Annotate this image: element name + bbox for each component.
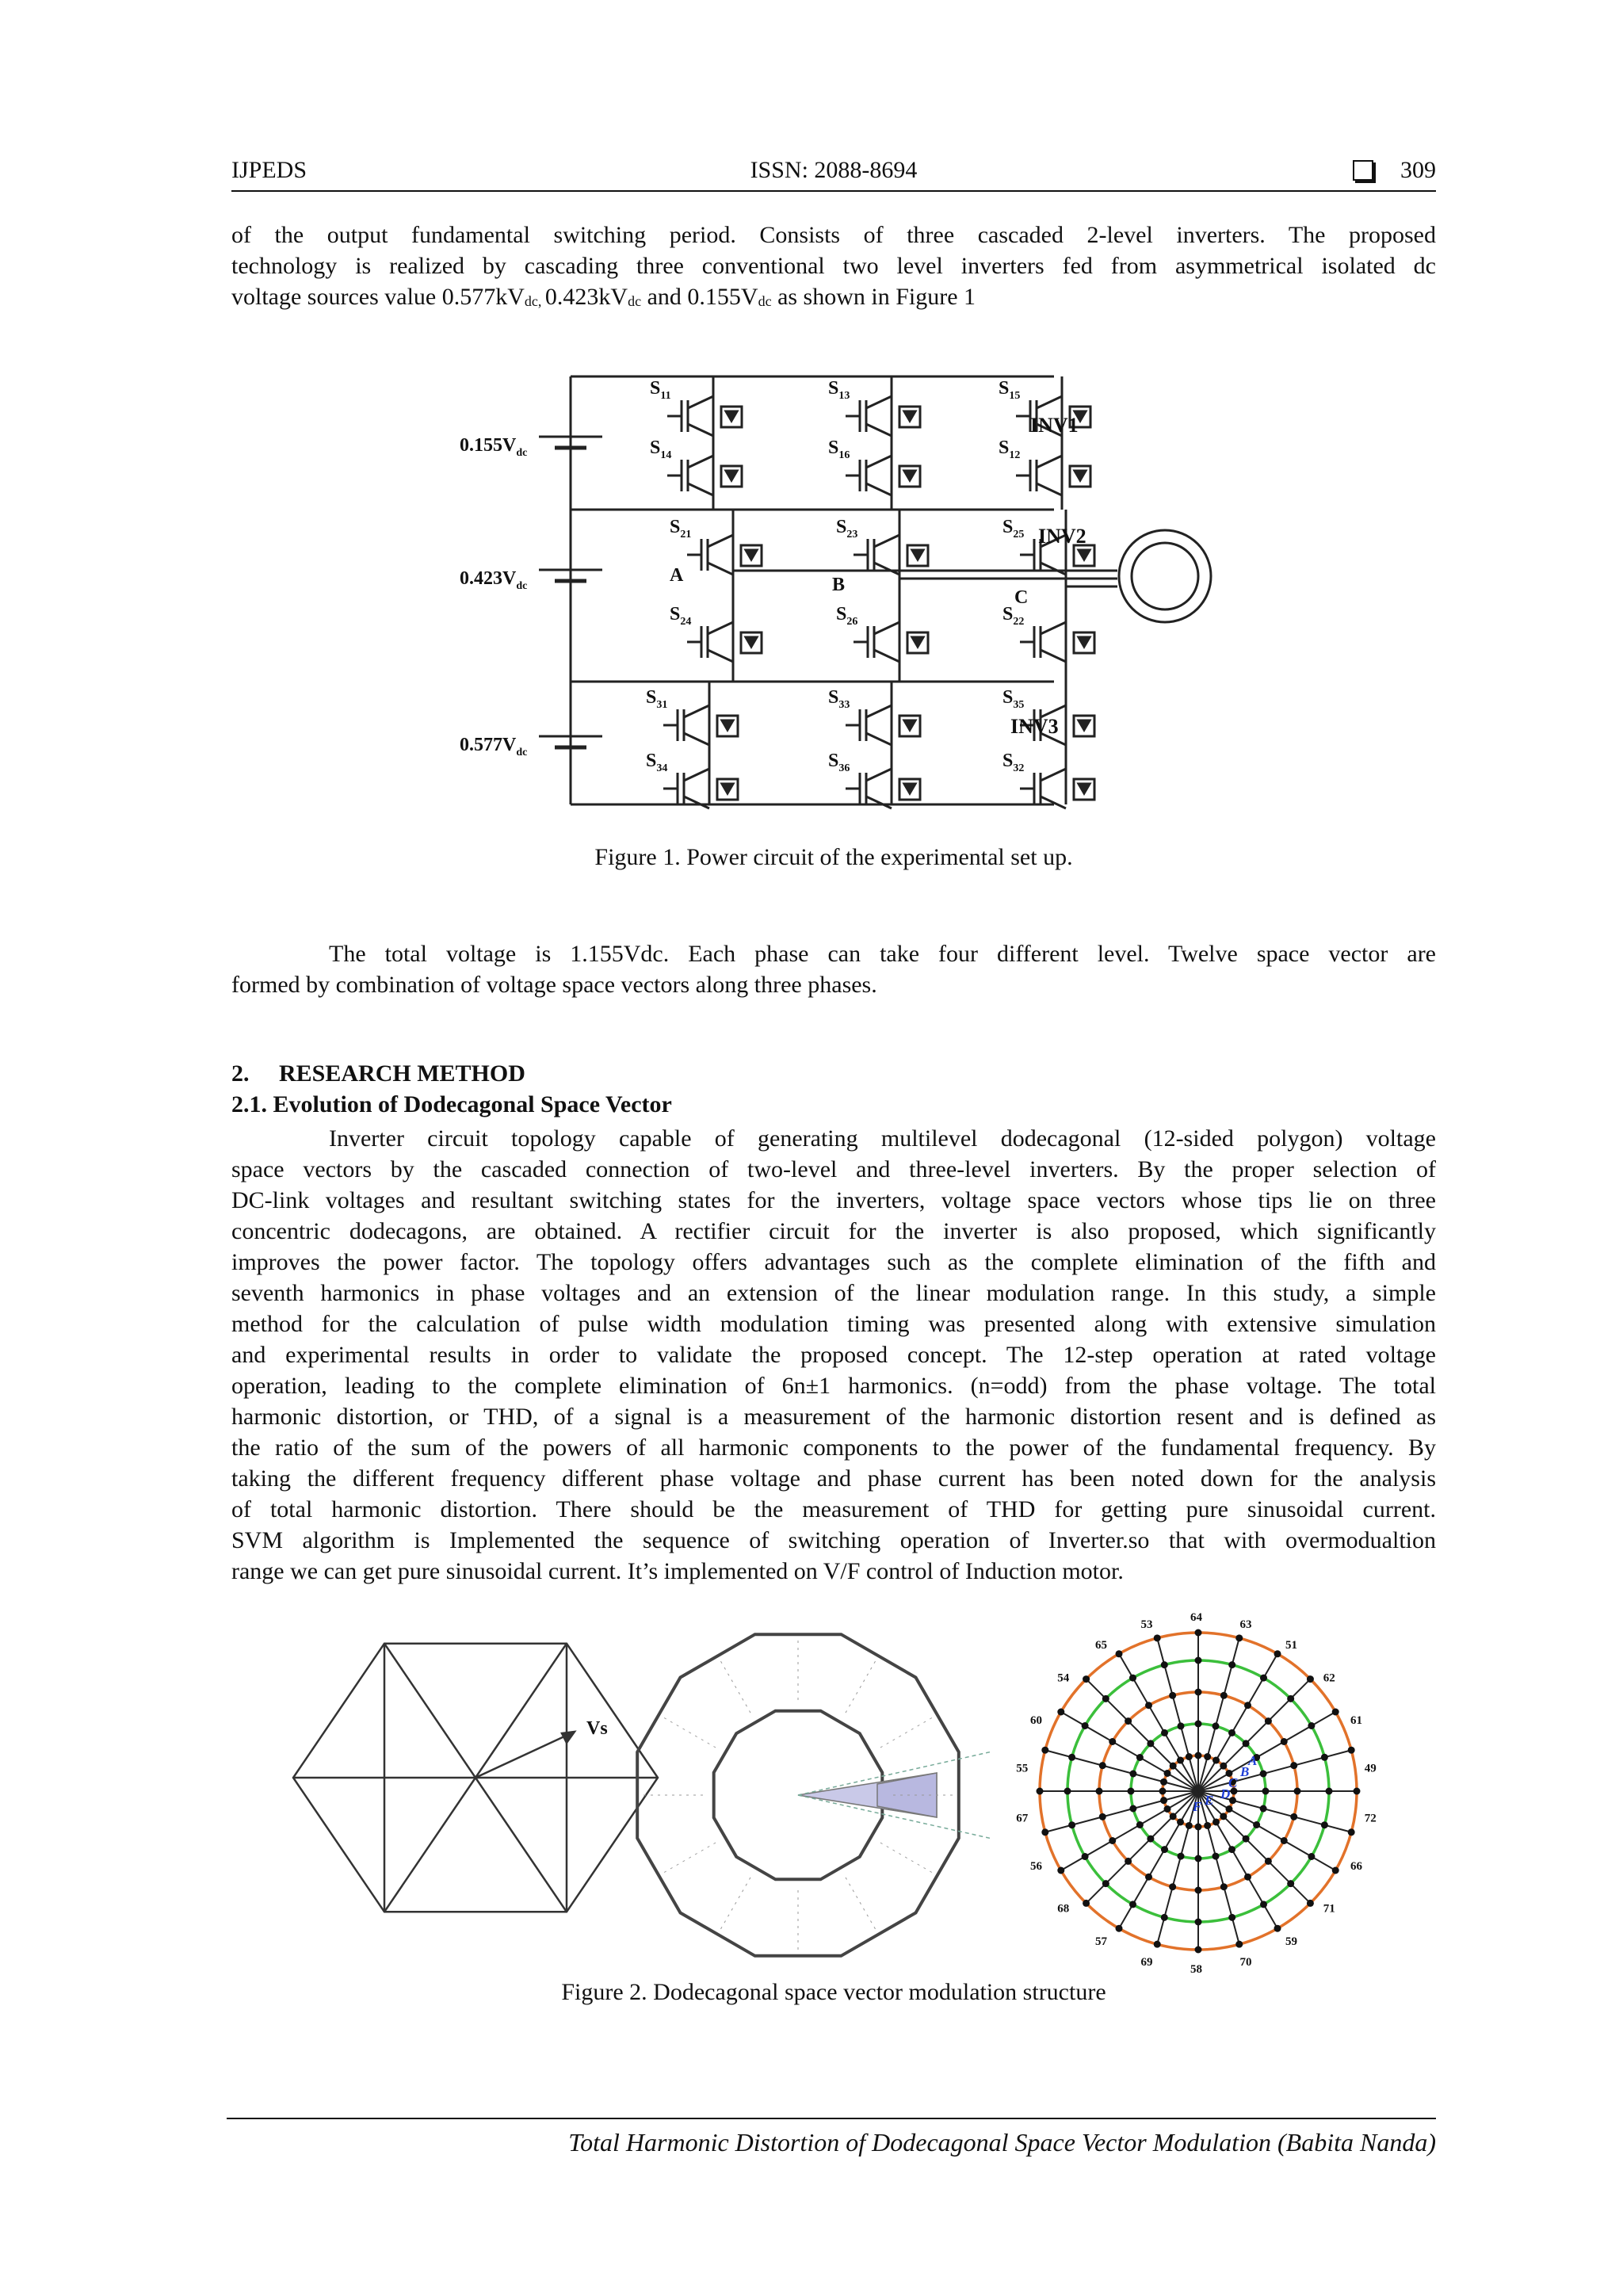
vertex-dot xyxy=(1161,1729,1168,1736)
vertex-label: 60 xyxy=(1030,1713,1043,1727)
vertex-label: 63 xyxy=(1239,1618,1252,1631)
vertex-dot xyxy=(1294,1788,1301,1795)
page-footer: Total Harmonic Distortion of Dodecagonal Space Vector Modulation (Babita Nanda) xyxy=(568,2128,1436,2157)
collector xyxy=(1037,456,1062,468)
radial-guide xyxy=(719,1878,750,1932)
vertex-dot xyxy=(1321,1754,1328,1761)
vertex-label: 65 xyxy=(1094,1639,1107,1652)
vertex-dot xyxy=(1169,1883,1176,1890)
sector-letter: B xyxy=(1240,1764,1250,1779)
igbt-switch xyxy=(667,396,742,436)
vertex-dot xyxy=(1225,1805,1232,1813)
vertex-dot xyxy=(1195,1657,1202,1664)
diode-icon xyxy=(746,550,757,560)
emitter xyxy=(1041,563,1066,575)
collector xyxy=(684,769,709,781)
vertex-dot xyxy=(1265,1858,1272,1865)
diode-icon xyxy=(912,550,923,560)
vertex-dot xyxy=(1348,1828,1355,1836)
vertex-dot xyxy=(1220,1813,1227,1820)
vertex-dot xyxy=(1290,1762,1297,1769)
igbt-switch xyxy=(663,769,738,808)
vertex-dot xyxy=(1228,1729,1235,1736)
vertex-label: 70 xyxy=(1239,1956,1252,1969)
vertex-dot xyxy=(1068,1821,1075,1828)
radial-guide xyxy=(719,1658,750,1713)
collector xyxy=(1037,396,1062,408)
vertex-dot xyxy=(1307,1675,1314,1683)
intro-paragraph xyxy=(231,220,1436,317)
vertex-dot xyxy=(1195,1946,1202,1954)
vertex-dot xyxy=(1082,1853,1089,1860)
diode-icon xyxy=(1079,720,1090,730)
radial-guide xyxy=(880,1716,935,1748)
collector xyxy=(688,396,713,408)
vertex-dot xyxy=(1109,1837,1116,1844)
text-line: range we can get pure sinusoidal current. It’s implemented on V/F control of Induction motor. xyxy=(231,1558,1124,1584)
switch-label: $S_{33}$ xyxy=(828,687,850,711)
subsection-heading: 2.1. Evolution of Dodecagonal Space Vector xyxy=(231,1091,672,1117)
switch-label: $S_{21}$ xyxy=(670,517,692,541)
vertex-dot xyxy=(1235,1941,1243,1948)
vertex-dot xyxy=(1064,1788,1071,1795)
vertex-dot xyxy=(1099,1813,1106,1820)
diode-icon xyxy=(722,784,733,793)
vertex-dot xyxy=(1177,1818,1184,1825)
vertex-label: 66 xyxy=(1350,1860,1362,1874)
figure1-caption: Figure 1. Power circuit of the experimental set up. xyxy=(594,844,1073,870)
vertex-dot xyxy=(1308,1722,1315,1729)
igbt-switch xyxy=(854,622,928,662)
vertex-dot xyxy=(1348,1747,1355,1754)
vertex-dot xyxy=(1125,1858,1132,1865)
vertex-label: 56 xyxy=(1030,1860,1043,1874)
vertex-dot xyxy=(1170,1763,1177,1770)
emitter xyxy=(688,483,713,495)
emitter xyxy=(1041,650,1066,662)
vertex-label: 55 xyxy=(1016,1762,1029,1775)
vertex-dot xyxy=(1243,1836,1250,1843)
vertex-dot xyxy=(1161,1914,1168,1921)
vertex-dot xyxy=(1128,1788,1135,1795)
vertex-dot xyxy=(1178,1722,1185,1729)
vertex-label: 64 xyxy=(1190,1611,1202,1624)
source-label: $0.155V_{dc}$ xyxy=(460,435,528,459)
vertex-dot xyxy=(1161,1846,1168,1853)
vertex-dot xyxy=(1228,1661,1235,1668)
vertex-dot xyxy=(1145,1702,1152,1709)
collector xyxy=(874,622,899,634)
vertex-label: 57 xyxy=(1094,1935,1107,1948)
vertex-label: 71 xyxy=(1323,1902,1335,1916)
text-line: improves the power factor. The topology offers advantages such as the complete elimination of the fifth and xyxy=(231,1249,1436,1275)
text-line: SVM algorithm is Implemented the sequence of switching operation of Inverter.so that with overmodualtion xyxy=(231,1527,1436,1553)
collector xyxy=(684,705,709,717)
vertex-label: 72 xyxy=(1364,1812,1377,1825)
emitter xyxy=(708,650,733,662)
emitter xyxy=(874,563,899,575)
vertex-dot xyxy=(1195,1855,1202,1862)
igbt-switch xyxy=(846,456,920,495)
vertex-dot xyxy=(1068,1754,1075,1761)
total-voltage-paragraph xyxy=(231,938,1436,1000)
vertex-dot xyxy=(1125,1717,1132,1725)
inverter-label: INV3 xyxy=(1010,715,1059,738)
multilevel-diagram xyxy=(1037,1629,1361,1954)
vertex-dot xyxy=(1195,1629,1202,1637)
emitter xyxy=(684,733,709,745)
igbt-switch xyxy=(854,535,928,575)
vertex-dot xyxy=(1244,1874,1251,1881)
vertex-dot xyxy=(1160,1778,1167,1786)
vertex-dot xyxy=(1220,1883,1228,1890)
vertex-label: 53 xyxy=(1140,1618,1153,1631)
switch-label: $S_{16}$ xyxy=(828,437,850,461)
vertex-dot xyxy=(1160,1797,1167,1804)
diode-icon xyxy=(1079,637,1090,647)
emitter xyxy=(866,424,892,436)
sector-region xyxy=(877,1773,937,1817)
switch-label: $S_{35}$ xyxy=(1002,687,1025,711)
igbt-switch xyxy=(663,705,738,745)
spoke xyxy=(1198,1679,1310,1791)
diode-icon xyxy=(904,784,915,793)
switch-label: $S_{34}$ xyxy=(646,751,668,774)
vertex-dot xyxy=(1195,1887,1202,1894)
emitter xyxy=(684,797,709,808)
emitter xyxy=(874,650,899,662)
sector-letter: C xyxy=(1228,1775,1238,1790)
igbt-switch xyxy=(1016,456,1090,495)
sector-letter: F xyxy=(1193,1799,1202,1814)
source-label: $0.423V_{dc}$ xyxy=(460,568,528,592)
vertex-dot xyxy=(1262,1788,1270,1795)
igbt-switch xyxy=(1020,769,1094,808)
vertex-dot xyxy=(1281,1738,1288,1745)
vertex-dot xyxy=(1212,1853,1219,1860)
figure1-circuit xyxy=(428,369,1252,820)
switch-label: $S_{13}$ xyxy=(828,378,850,402)
radial-guide xyxy=(846,1658,877,1713)
vertex-dot xyxy=(1116,1925,1123,1932)
text-line: the ratio of the sum of the powers of all harmonic components to the power of the fundamental frequency. By xyxy=(231,1435,1436,1461)
running-header xyxy=(231,157,1436,192)
vertex-dot xyxy=(1332,1709,1339,1716)
igbt-switch xyxy=(687,535,762,575)
sector-letter: A xyxy=(1248,1753,1258,1768)
text-line: formed by combination of voltage space vectors along three phases. xyxy=(231,972,877,998)
switch-label: $S_{14}$ xyxy=(650,437,672,461)
text-line: concentric dodecagons, are obtained. A rectifier circuit for the inverter is also proposed, which significantly xyxy=(231,1218,1436,1244)
igbt-switch xyxy=(687,622,762,662)
diode-icon xyxy=(904,411,915,421)
spoke xyxy=(1086,1791,1198,1903)
diode-icon xyxy=(746,637,757,647)
vertex-dot xyxy=(1326,1788,1333,1795)
page-number: 309 xyxy=(1400,157,1436,183)
vertex-dot xyxy=(1204,1822,1211,1829)
vertex-dot xyxy=(1159,1788,1167,1795)
vertex-dot xyxy=(1129,1675,1136,1682)
footer-rule xyxy=(227,2118,1436,2119)
vertex-dot xyxy=(1164,1805,1171,1813)
vertex-dot xyxy=(1212,1722,1219,1729)
vertex-dot xyxy=(1083,1675,1090,1683)
text-line: voltage sources value $0.577kV_{dc,}$ $0.423kV_{dc}$ and $0.155V_{dc}$ as shown in Figure 1 xyxy=(231,284,976,310)
vertex-dot xyxy=(1099,1762,1106,1769)
vertex-dot xyxy=(1154,1941,1161,1948)
igbt-switch xyxy=(846,769,920,808)
vertex-dot xyxy=(1129,1771,1136,1778)
body-paragraph xyxy=(231,1123,1436,1587)
vertex-dot xyxy=(1154,1634,1161,1641)
vertex-dot xyxy=(1129,1805,1136,1812)
vertex-dot xyxy=(1161,1661,1168,1668)
vertex-dot xyxy=(1136,1754,1144,1761)
spoke xyxy=(1086,1679,1198,1791)
vertex-dot xyxy=(1274,1650,1281,1657)
vertex-label: 59 xyxy=(1285,1935,1298,1948)
vertex-label: 51 xyxy=(1285,1639,1298,1652)
issn: ISSN: 2088-8694 xyxy=(750,157,918,183)
figure2-diagrams xyxy=(293,1611,1379,1976)
header-rule xyxy=(231,190,1436,192)
vertex-dot xyxy=(1041,1828,1048,1836)
vertex-dot xyxy=(1354,1788,1361,1795)
vertex-label: 62 xyxy=(1323,1671,1335,1685)
radial-guide xyxy=(661,1843,716,1874)
radial-guide xyxy=(846,1878,877,1932)
vertex-dot xyxy=(1164,1770,1171,1777)
emitter xyxy=(1037,483,1062,495)
vector-label: Vs xyxy=(586,1718,608,1739)
radial-guide xyxy=(661,1716,716,1748)
text-line: harmonic distortion, or THD, of a signal is a measurement of the harmonic distortion resent and is defined as xyxy=(231,1404,1436,1430)
emitter xyxy=(866,797,892,808)
igbt-switch xyxy=(846,396,920,436)
collector xyxy=(1041,769,1066,781)
vertex-label: 54 xyxy=(1057,1671,1070,1685)
switch-label: $S_{25}$ xyxy=(1002,517,1025,541)
vertex-dot xyxy=(1212,1757,1220,1764)
text-line: of total harmonic distortion. There should be the measurement of THD for getting pure sinusoidal current. xyxy=(231,1496,1436,1522)
collector xyxy=(1041,622,1066,634)
vertex-dot xyxy=(1116,1650,1123,1657)
vertex-dot xyxy=(1102,1880,1109,1887)
vertex-dot xyxy=(1082,1722,1089,1729)
text-line: seventh harmonics in phase voltages and an extension of the linear modulation range. In this study, a simple xyxy=(231,1280,1436,1306)
phase-label: B xyxy=(832,575,846,595)
vertex-dot xyxy=(1228,1914,1235,1921)
vertex-dot xyxy=(1308,1853,1315,1860)
text-line: method for the calculation of pulse width modulation timing was presented along with extensive simulation xyxy=(231,1311,1436,1337)
vertex-dot xyxy=(1186,1753,1193,1760)
vertex-dot xyxy=(1057,1867,1064,1874)
diode-icon xyxy=(904,720,915,730)
vertex-dot xyxy=(1204,1753,1211,1760)
igbt-switch xyxy=(667,456,742,495)
emitter xyxy=(1041,797,1066,808)
phase-label: C xyxy=(1014,587,1029,608)
collector xyxy=(874,535,899,547)
hexagon-diagram xyxy=(293,1644,658,1912)
vertex-dot xyxy=(1332,1867,1339,1874)
text-line: space vectors by the cascaded connection of two-level and three-level inverters. By the proper selection of xyxy=(231,1156,1436,1182)
vertex-dot xyxy=(1147,1836,1154,1843)
diode-icon xyxy=(726,471,737,480)
igbt-switch xyxy=(846,705,920,745)
diode-icon xyxy=(904,471,915,480)
vertex-dot xyxy=(1169,1692,1176,1699)
vertex-dot xyxy=(1041,1747,1048,1754)
vertex-label: 69 xyxy=(1140,1956,1153,1969)
section-heading: 2. RESEARCH METHOD xyxy=(231,1060,525,1087)
vertex-dot xyxy=(1281,1837,1288,1844)
collector xyxy=(688,456,713,468)
square-bullet-icon xyxy=(1353,160,1373,181)
vertex-dot xyxy=(1229,1797,1236,1804)
vertex-dot xyxy=(1260,1771,1267,1778)
igbt-switch xyxy=(1020,622,1094,662)
inverter-label: INV2 xyxy=(1038,525,1086,548)
switch-label: $S_{32}$ xyxy=(1002,751,1025,774)
vertex-dot xyxy=(1195,1919,1202,1926)
vertex-dot xyxy=(1136,1821,1144,1828)
switch-label: $S_{26}$ xyxy=(836,604,858,628)
text-line: taking the different frequency different phase voltage and phase current has been noted down for the analysis xyxy=(231,1465,1436,1492)
vertex-dot xyxy=(1129,1901,1136,1908)
text-line: of the output fundamental switching period. Consists of three cascaded 2-level inverters. The proposed xyxy=(231,222,1436,248)
diode-icon xyxy=(722,720,733,730)
switch-label: $S_{22}$ xyxy=(1002,604,1025,628)
switch-label: $S_{36}$ xyxy=(828,751,850,774)
text-line: operation, leading to the complete elimination of 6n±1 harmonics. (n=odd) from the phase voltage. The total xyxy=(231,1373,1436,1399)
sector-letter: E xyxy=(1205,1793,1214,1808)
vertex-dot xyxy=(1037,1788,1044,1795)
vertex-dot xyxy=(1260,1675,1267,1682)
vertex-dot xyxy=(1290,1813,1297,1820)
vertex-dot xyxy=(1083,1900,1090,1907)
spoke xyxy=(1198,1791,1310,1903)
vertex-label: 49 xyxy=(1364,1762,1377,1775)
vertex-dot xyxy=(1170,1813,1177,1820)
collector xyxy=(708,622,733,634)
switch-label: $S_{11}$ xyxy=(650,378,671,402)
vertex-dot xyxy=(1260,1805,1267,1812)
vertex-dot xyxy=(1195,1824,1202,1831)
vertex-dot xyxy=(1096,1788,1103,1795)
text-line: Inverter circuit topology capable of generating multilevel dodecagonal (12-sided polygon) voltage xyxy=(329,1125,1436,1152)
vertex-dot xyxy=(1253,1821,1260,1828)
vertex-dot xyxy=(1235,1634,1243,1641)
vertex-dot xyxy=(1145,1874,1152,1881)
journal-name: IJPEDS xyxy=(231,157,307,183)
vertex-dot xyxy=(1195,1752,1202,1759)
switch-label: $S_{12}$ xyxy=(999,437,1021,461)
phase-label: A xyxy=(670,565,684,586)
collector xyxy=(866,705,892,717)
text-line: DC-link voltages and resultant switching states for the inverters, voltage space vectors whose tips lie on three xyxy=(231,1187,1436,1213)
figure2-caption: Figure 2. Dodecagonal space vector modulation structure xyxy=(561,1979,1106,2005)
vertex-dot xyxy=(1260,1901,1267,1908)
emitter xyxy=(866,483,892,495)
vertex-label: 67 xyxy=(1016,1812,1029,1825)
diode-icon xyxy=(726,411,737,421)
vertex-dot xyxy=(1265,1717,1272,1725)
vertex-dot xyxy=(1243,1740,1250,1747)
vertex-dot xyxy=(1287,1880,1294,1887)
vertex-label: 68 xyxy=(1057,1902,1070,1916)
vertex-dot xyxy=(1057,1709,1064,1716)
collector xyxy=(866,396,892,408)
vertex-dot xyxy=(1186,1822,1193,1829)
vertex-dot xyxy=(1220,1763,1227,1770)
vertex-dot xyxy=(1195,1721,1202,1728)
sector-letter: D xyxy=(1220,1786,1231,1801)
source-label: $0.577V_{dc}$ xyxy=(460,735,528,758)
emitter xyxy=(708,563,733,575)
collector xyxy=(708,535,733,547)
text-line: and experimental results in order to validate the proposed concept. The 12-step operation at rated voltage xyxy=(231,1342,1436,1368)
switch-label: $S_{23}$ xyxy=(836,517,858,541)
vertex-label: 61 xyxy=(1350,1713,1362,1727)
diode-icon xyxy=(1075,471,1086,480)
collector xyxy=(866,456,892,468)
vertex-dot xyxy=(1147,1740,1154,1747)
switch-label: $S_{31}$ xyxy=(646,687,668,711)
vertex-dot xyxy=(1244,1702,1251,1709)
vertex-dot xyxy=(1321,1821,1328,1828)
collector xyxy=(866,769,892,781)
switch-label: $S_{15}$ xyxy=(999,378,1021,402)
diode-icon xyxy=(912,637,923,647)
vertex-dot xyxy=(1109,1738,1116,1745)
vertex-dot xyxy=(1178,1853,1185,1860)
vertex-dot xyxy=(1220,1692,1228,1699)
radial-guide xyxy=(880,1843,935,1874)
vertex-dot xyxy=(1287,1695,1294,1702)
emitter xyxy=(866,733,892,745)
vertex-dot xyxy=(1177,1757,1184,1764)
text-line: technology is realized by cascading three conventional two level inverters fed from asymmetrical isolated dc xyxy=(231,253,1436,279)
diode-icon xyxy=(1079,550,1090,560)
vertex-dot xyxy=(1102,1695,1109,1702)
vertex-dot xyxy=(1195,1689,1202,1696)
dodecagon-diagram xyxy=(637,1634,992,1956)
vertex-dot xyxy=(1228,1846,1235,1853)
vertex-dot xyxy=(1307,1900,1314,1907)
emitter xyxy=(688,424,713,436)
inverter-label: INV1 xyxy=(1030,414,1079,437)
diode-icon xyxy=(1079,784,1090,793)
text-line: The total voltage is 1.155Vdc. Each phase can take four different level. Twelve space vector are xyxy=(329,941,1436,967)
switch-label: $S_{24}$ xyxy=(670,604,692,628)
vertex-label: 58 xyxy=(1190,1963,1202,1976)
vertex-dot xyxy=(1274,1925,1281,1932)
arrow-head-icon xyxy=(562,1732,575,1743)
motor-inner xyxy=(1132,543,1198,609)
vertex-dot xyxy=(1212,1818,1220,1825)
